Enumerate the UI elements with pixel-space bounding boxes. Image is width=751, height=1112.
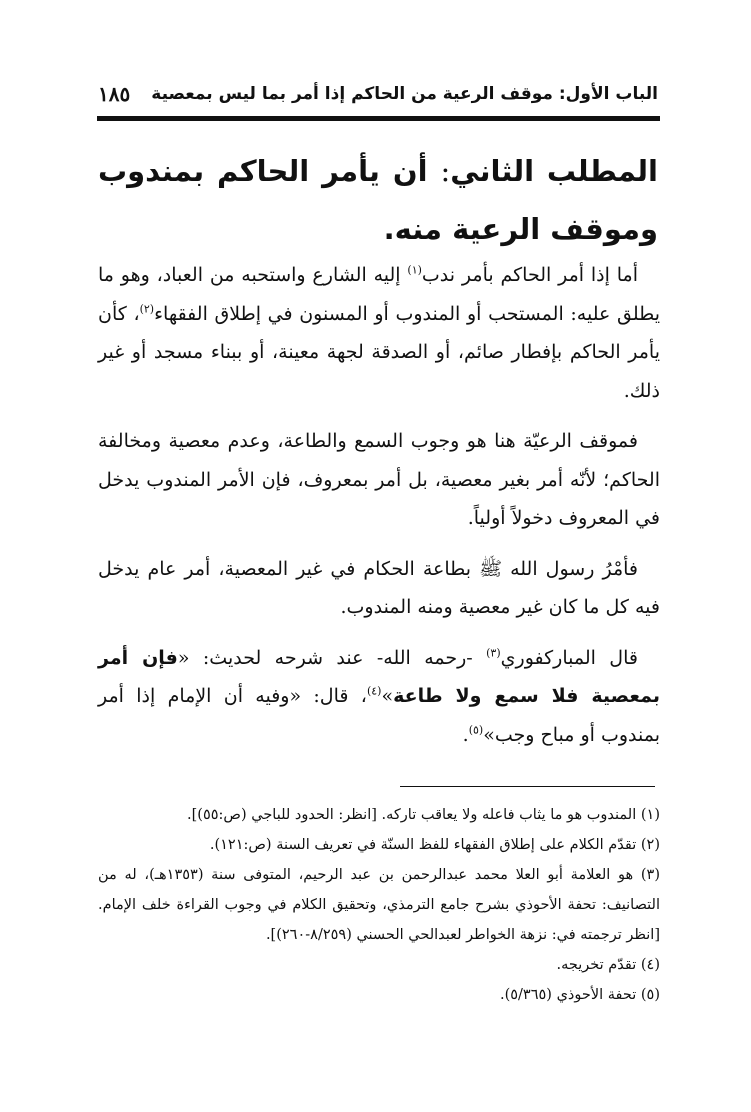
footnote-2 <box>98 830 660 860</box>
footnote-text: هو العلامة أبو العلا محمد عبدالرحمن بن عبد الرحيم، المتوفى سنة (١٣٥٣هـ)، له من التصانيف: تحفة الأحوذي بشرح جامع الترمذي، وتحقيق الكلام في وجوب القراءة خلف الإمام. [انظر ترجمته في: نزهة الخواطر لعبدالحي الحسني (٨/٢٥٩-٢٦٠)]. <box>98 867 660 943</box>
footnote-text: تحفة الأحوذي (٥/٣٦٥). <box>499 987 641 1003</box>
running-header <box>98 78 658 110</box>
paragraph-3: فأمْرُ رسول الله ﷺ بطاعة الحكام في غير المعصية، أمر عام يدخل فيه كل ما كان غير معصية ومنه المندوب. <box>98 557 660 618</box>
footnote-number: (٢) <box>640 837 660 853</box>
paragraph-4-part-e: . <box>462 723 469 746</box>
footnote-number: (١) <box>640 807 660 823</box>
footnote-ref-2: (٢) <box>139 302 155 316</box>
footnote-separator <box>400 786 655 787</box>
footnote-1 <box>98 800 660 830</box>
paragraph-4-part-b: -رحمه الله- عند شرحه لحديث: « <box>177 646 487 669</box>
paragraph-4-part-c: » <box>381 685 394 707</box>
footnote-ref-1: (١) <box>407 263 422 277</box>
paragraph-2: فموقف الرعيّة هنا هو وجوب السمع والطاعة، وعدم معصية ومخالفة الحاكم؛ لأنّه أمر بغير معصية، بل أمر بمعروف، فإن الأمر المندوب يدخل في المعروف دخولاً أولياً. <box>98 430 660 529</box>
paragraph-1-part-b: إليه الشارع واستحبه من العباد، وهو ما يطلق عليه: المستحب أو المندوب أو المسنون في إطلاق الفقهاء <box>98 264 660 325</box>
footnote-number: (٣) <box>640 867 660 883</box>
header-rule <box>97 116 660 121</box>
running-title: الباب الأول: موقف الرعية من الحاكم إذا أمر بما ليس بمعصية <box>151 84 658 104</box>
footnote-number: (٥) <box>640 987 660 1003</box>
section-heading <box>98 142 658 258</box>
paragraph-1-part-a: أما إذا أمر الحاكم بأمر ندب <box>421 264 638 286</box>
footnote-number: (٤) <box>640 957 660 973</box>
body-text <box>98 256 660 766</box>
footnote-ref-5: (٥) <box>468 723 484 737</box>
footnote-4 <box>98 950 660 980</box>
footnotes <box>98 800 660 1010</box>
section-heading-text: أن يأمر الحاكم بمندوب وموقف الرعية منه. <box>98 154 658 246</box>
footnote-text: تقدّم الكلام على إطلاق الفقهاء للفظ السنّة في تعريف السنة (ص:١٢١). <box>209 837 641 853</box>
hadith-quote: فإن أمر بمعصية فلا سمع ولا طاعة <box>98 646 660 707</box>
paragraph-4-part-a: قال المباركفوري <box>500 646 638 669</box>
footnote-5 <box>98 980 660 1010</box>
footnote-text: تقدّم تخريجه. <box>556 957 641 973</box>
section-heading-lead: المطلب الثاني <box>450 154 658 188</box>
paragraph-1-part-c: ، كأن يأمر الحاكم بإفطار صائم، أو الصدقة لجهة معينة، أو ببناء مسجد أو غير ذلك. <box>98 302 660 402</box>
paragraph-1 <box>98 256 660 410</box>
footnote-text: المندوب هو ما يثاب فاعله ولا يعاقب تاركه. [انظر: الحدود للباجي (ص:٥٥)]. <box>187 807 641 823</box>
footnote-ref-3: (٣) <box>486 646 501 660</box>
paragraph-4 <box>98 639 660 755</box>
footnote-3 <box>98 860 660 950</box>
section-heading-colon: : <box>440 154 451 188</box>
footnote-ref-4: (٤) <box>366 684 382 698</box>
paragraph-4-part-d: ، قال: «وفيه أن الإمام إذا أمر بمندوب أو مباح وجب» <box>98 685 660 746</box>
page-number: ١٨٥ <box>98 82 131 106</box>
